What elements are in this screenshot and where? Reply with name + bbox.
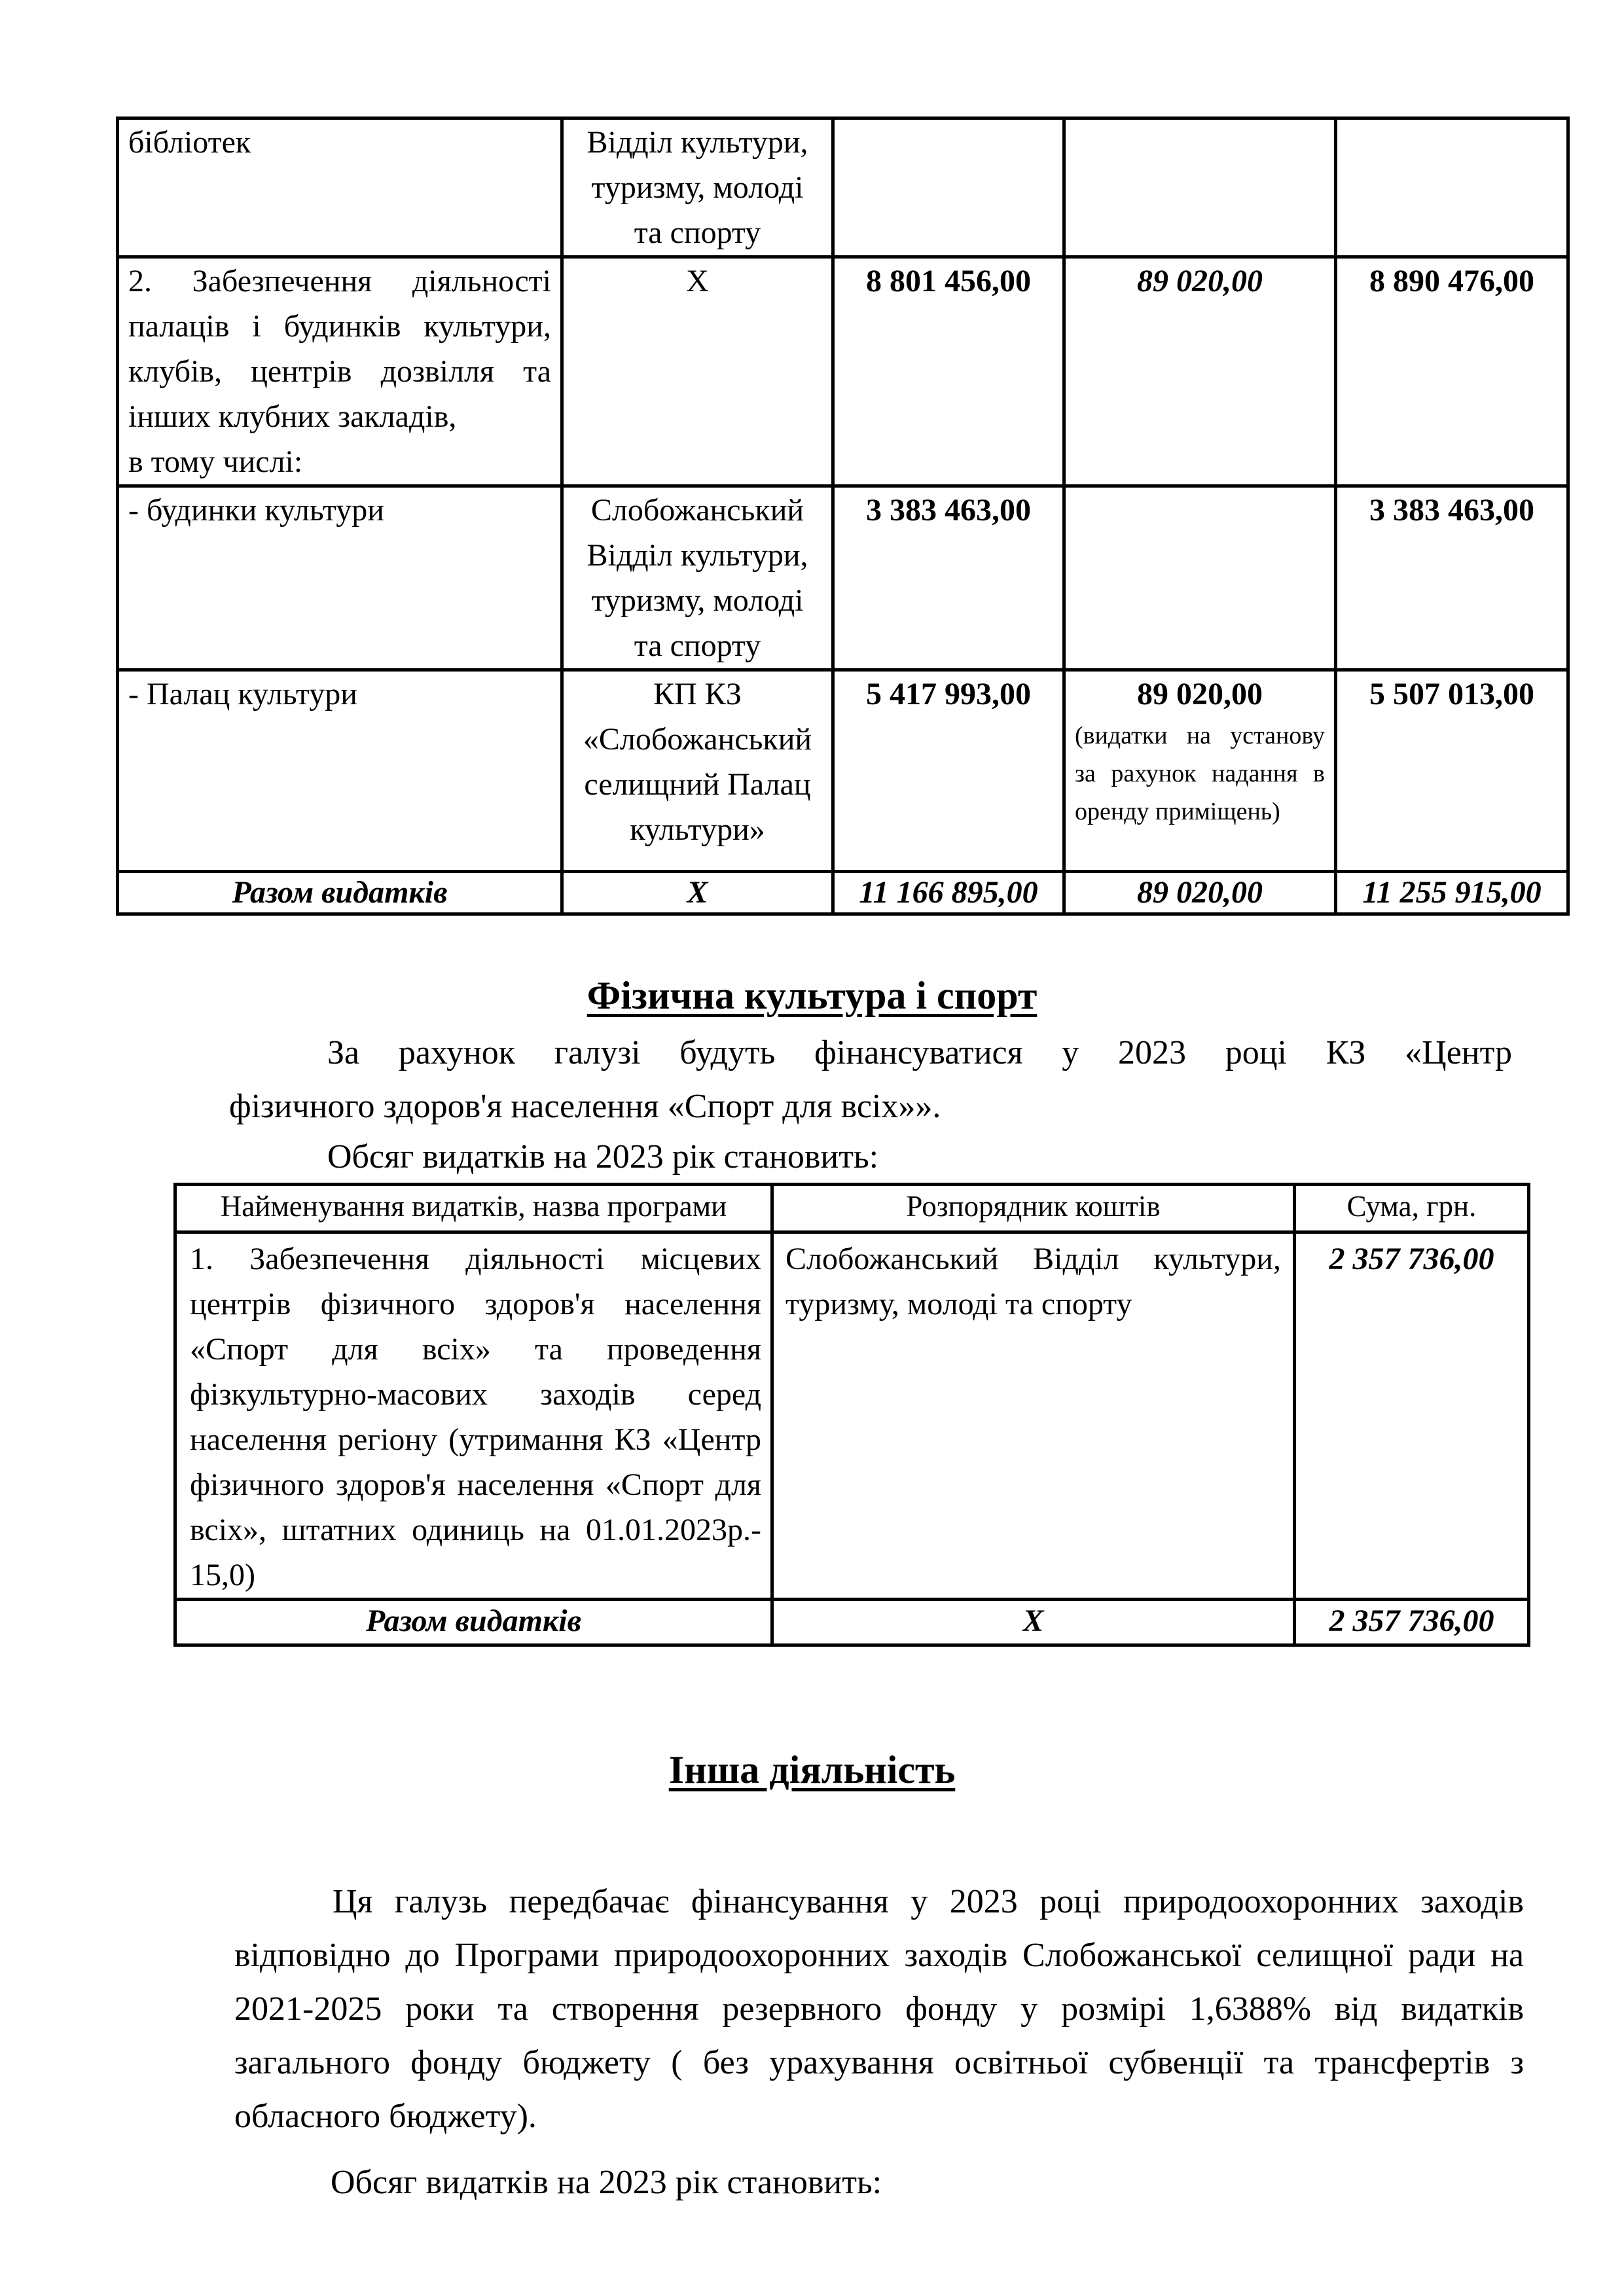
manager-line: та спорту — [634, 215, 761, 250]
manager-cell — [562, 670, 833, 872]
general-fund-cell — [833, 118, 1064, 257]
manager-line: Х — [686, 264, 709, 298]
table-row — [118, 118, 1568, 257]
section-heading-other: Інша діяльність — [668, 1748, 956, 1791]
total-cell: 8 890 476,00 — [1336, 257, 1568, 486]
manager-line: та спорту — [634, 628, 761, 663]
sport-intro-line: За рахунок галузі будуть фінансуватися у 2023 році КЗ «Центр — [327, 1034, 1512, 1071]
table-row — [118, 670, 1568, 872]
general-fund-cell: 8 801 456,00 — [833, 257, 1064, 486]
manager-cell — [562, 118, 833, 257]
general-fund-cell: 11 166 895,00 — [833, 872, 1064, 914]
manager-line: туризму, молоді — [591, 583, 804, 618]
sport-volume-text: Обсяг видатків на 2023 рік становить: — [327, 1138, 879, 1175]
total-cell — [1336, 118, 1568, 257]
manager-line: Слобожанський — [590, 493, 804, 528]
sport-intro-paragraph — [229, 1026, 1512, 1134]
special-fund-cell — [1064, 670, 1336, 872]
sport-expenses-table — [173, 1183, 1530, 1647]
special-fund-cell: 89 020,00 — [1064, 872, 1336, 914]
total-cell: 5 507 013,00 — [1336, 670, 1568, 872]
expense-name-line: інших клубних закладів, — [128, 399, 457, 434]
expense-name-cell — [118, 670, 562, 872]
manager-line: Відділ культури, — [586, 538, 808, 573]
sum-cell: 2 357 736,00 — [1295, 1600, 1529, 1645]
expense-name-line: - будинки культури — [128, 493, 384, 528]
manager-line: селищний Палац — [584, 767, 811, 802]
manager-line: «Слобожанський — [583, 722, 812, 757]
manager-cell: Слобожанський Відділ культури, туризму, молоді та спорту — [772, 1232, 1295, 1600]
expense-name-line: 2. Забезпечення діяльності — [128, 264, 551, 298]
column-header-manager: Розпорядник коштів — [772, 1185, 1295, 1232]
table-header-row — [175, 1185, 1529, 1232]
table-total-row — [118, 872, 1568, 914]
other-volume-text: Обсяг видатків на 2023 рік становить: — [331, 2164, 882, 2201]
table-row — [118, 486, 1568, 670]
special-fund-cell — [1064, 118, 1336, 257]
total-cell: 11 255 915,00 — [1336, 872, 1568, 914]
expense-name-cell — [118, 486, 562, 670]
special-fund-value: 89 020,00 — [1137, 677, 1263, 711]
total-cell: 3 383 463,00 — [1336, 486, 1568, 670]
culture-expenses-table — [116, 117, 1570, 916]
table-total-row — [175, 1600, 1529, 1645]
general-fund-cell: 3 383 463,00 — [833, 486, 1064, 670]
manager-cell: Х — [562, 872, 833, 914]
special-fund-note: (видатки на установу за рахунок надання в оренду приміщень) — [1075, 722, 1325, 825]
expense-name-line: палаців і будинків культури, — [128, 309, 551, 344]
table-row — [118, 257, 1568, 486]
expense-name-cell: 1. Забезпечення діяльності місцевих центрів фізичного здоров'я населення «Спорт для всіх» та проведення фізкультурно-масових заходів серед населення регіону (утримання КЗ «Центр фізичного здоров'я населення «Спорт для всіх», штатних одиниць на 01.01.2023р.- 15,0) — [175, 1232, 772, 1600]
expense-name-cell — [118, 257, 562, 486]
section-heading-sport: Фізична культура і спорт — [586, 974, 1038, 1017]
total-label: Разом видатків — [175, 1600, 772, 1645]
table-row — [175, 1232, 1529, 1600]
manager-line: КП КЗ — [653, 677, 742, 711]
expense-name-line: клубів, центрів дозвілля та — [128, 354, 551, 389]
manager-cell: Х — [772, 1600, 1295, 1645]
sport-intro-line: фізичного здоров'я населення «Спорт для всіх»». — [229, 1088, 941, 1125]
special-fund-cell: 89 020,00 — [1064, 257, 1336, 486]
manager-line: культури» — [630, 812, 765, 847]
manager-cell — [562, 486, 833, 670]
expense-name-line: - Палац культури — [128, 677, 357, 711]
expense-name-line: в тому числі: — [128, 444, 303, 479]
expense-name-cell — [118, 118, 562, 257]
column-header-sum: Сума, грн. — [1295, 1185, 1529, 1232]
manager-line: туризму, молоді — [591, 170, 804, 205]
special-fund-cell — [1064, 486, 1336, 670]
general-fund-cell: 5 417 993,00 — [833, 670, 1064, 872]
expense-name-line: бібліотек — [128, 125, 251, 160]
manager-line: Відділ культури, — [586, 125, 808, 160]
manager-cell — [562, 257, 833, 486]
column-header-name: Найменування видатків, назва програми — [175, 1185, 772, 1232]
sum-cell: 2 357 736,00 — [1295, 1232, 1529, 1600]
other-paragraph: Ця галузь передбачає фінансування у 2023 році природоохоронних заходів відповідно до Програми природоохоронних заходів Слобожанської селищної ради на 2021-2025 роки та створення резервного фонду у розмірі 1,6388% від видатків загального фонду бюджету ( без урахування освітньої субвенції та трансфертів з обласного бюджету). — [234, 1883, 1524, 2135]
total-label: Разом видатків — [118, 872, 562, 914]
